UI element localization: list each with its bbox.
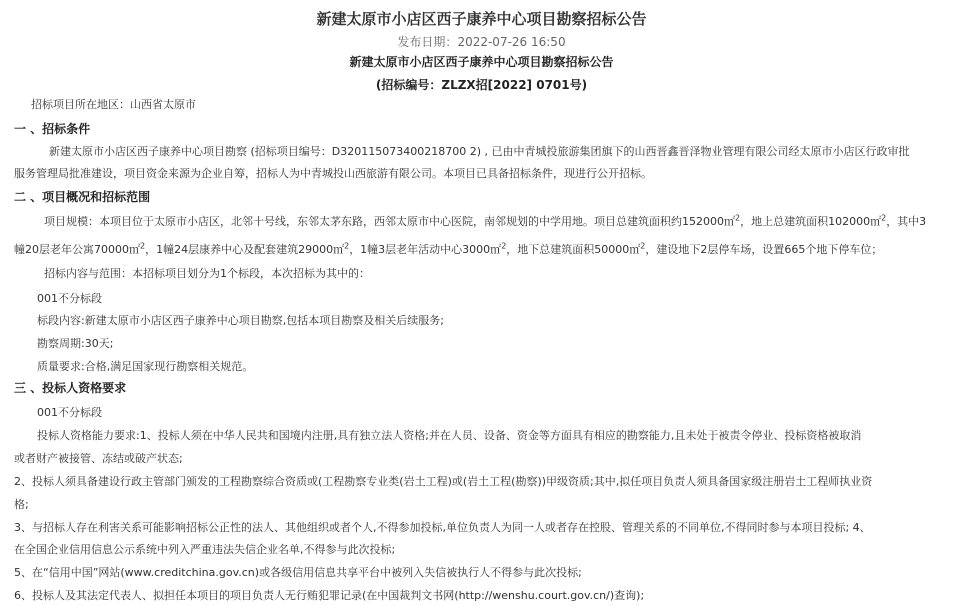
requirement-5: 5、在“信用中国”网站(www.creditchina.gov.cn)或各级信用信息共享平台中被列入失信被执行人不得参与此次投标;	[14, 566, 582, 579]
section-1-paragraph-line-1: 新建太原市小店区西子康养中心项目勘察 (招标项目编号：D320115073400218700 2) , 已由中青城投旅游集团旗下的山西晋鑫晋泽物业管理有限公司经太原市小店区行政审批	[49, 145, 910, 158]
section-3-heading: 三 、投标人资格要求	[14, 381, 127, 395]
superscript-2: 2	[344, 241, 350, 251]
project-scale-text-e: ，1幢24层康养中心及配套建筑29000㎡	[145, 243, 345, 256]
section-1-paragraph-line-2: 服务管理局批准建设，项目资金来源为企业自筹，招标人为中青城投山西旅游有限公司。本项目已具备招标条件，现进行公开招标。	[14, 167, 652, 180]
project-region	[31, 97, 196, 113]
superscript-2: 2	[140, 241, 146, 251]
lot-content: 标段内容:新建太原市小店区西子康养中心项目勘察,包括本项目勘察及相关后续服务;	[37, 314, 444, 327]
requirement-6: 6、投标人及其法定代表人、拟担任本项目的项目负责人无行贿犯罪记录(在中国裁判文书网(http://wenshu.court.gov.cn/)查询);	[14, 589, 645, 602]
lot-name: 001不分标段	[37, 292, 102, 305]
publish-date-label: 发布日期：	[397, 35, 458, 49]
superscript-2: 2	[881, 213, 887, 223]
survey-period: 勘察周期:30天;	[37, 337, 114, 350]
requirement-1-line-1: 投标人资格能力要求:1、投标人须在中华人民共和国境内注册,具有独立法人资格;并在人员、设备、资金等方面具有相应的勘察能力,且未处于被责令停业、投标资格被取消	[37, 429, 862, 442]
superscript-2: 2	[735, 213, 741, 223]
requirement-1-line-2: 或者财产被接管、冻结或破产状态;	[14, 452, 183, 465]
requirement-2-line-2: 格;	[14, 498, 29, 511]
requirement-2-line-1: 2、投标人须具备建设行政主管部门颁发的工程勘察综合资质或(工程勘察专业类(岩土工程)或(岩土工程(勘察))甲级资质;其中,拟任项目负责人须具备国家级注册岩土工程师执业资	[14, 475, 873, 488]
publish-date-value: 2022-07-26 16:50	[457, 35, 566, 49]
quality-requirement: 质量要求:合格,满足国家现行勘察相关规范。	[37, 360, 254, 373]
publish-date	[0, 33, 963, 50]
project-scale-line-1	[44, 214, 926, 230]
project-scale-text-g: ，地下总建筑面积50000㎡	[506, 243, 641, 256]
project-region-label: 招标项目所在地区：	[31, 98, 130, 111]
section-3-lot-name: 001不分标段	[37, 406, 102, 419]
project-region-value: 山西省太原市	[130, 98, 196, 111]
requirement-3-line-1: 3、与招标人存在利害关系可能影响招标公正性的法人、其他组织或者个人,不得参加投标,单位负责人为同一人或者存在控股、管理关系的不同单位,不得同时参与本项目投标; 4、	[14, 521, 871, 534]
requirement-3-line-2: 在全国企业信用信息公示系统中列入严重违法失信企业名单,不得参与此次投标;	[14, 543, 396, 556]
project-scale-text-h: ，建设地下2层停车场，设置665个地下停车位；	[645, 243, 883, 256]
project-scale-line-2	[14, 242, 882, 258]
tender-code: (招标编号：ZLZX招[2022] 0701号)	[375, 78, 588, 92]
section-2-heading: 二 、项目概况和招标范围	[14, 190, 151, 204]
document-subtitle: 新建太原市小店区西子康养中心项目勘察招标公告	[349, 55, 614, 69]
superscript-2: 2	[640, 241, 646, 251]
section-1-heading: 一 、招标条件	[14, 122, 91, 136]
project-scale-text-d: 幢20层老年公寓70000㎡	[14, 243, 140, 256]
page-title: 新建太原市小店区西子康养中心项目勘察招标公告	[316, 10, 647, 28]
project-scale-text-b: ，地上总建筑面积102000㎡	[740, 215, 882, 228]
project-scale-text-a: 项目规模：本项目位于太原市小店区，北邻十号线，东邻太茅东路，西邻太原市中心医院，南邻规划的中学用地。项目总建筑面积约152000㎡	[44, 215, 735, 228]
tender-scope: 招标内容与范围：本招标项目划分为1个标段，本次招标为其中的：	[44, 267, 370, 280]
project-scale-text-f: ，1幢3层老年活动中心3000㎡	[349, 243, 502, 256]
project-scale-text-c: ，其中3	[886, 215, 927, 228]
superscript-2: 2	[501, 241, 507, 251]
